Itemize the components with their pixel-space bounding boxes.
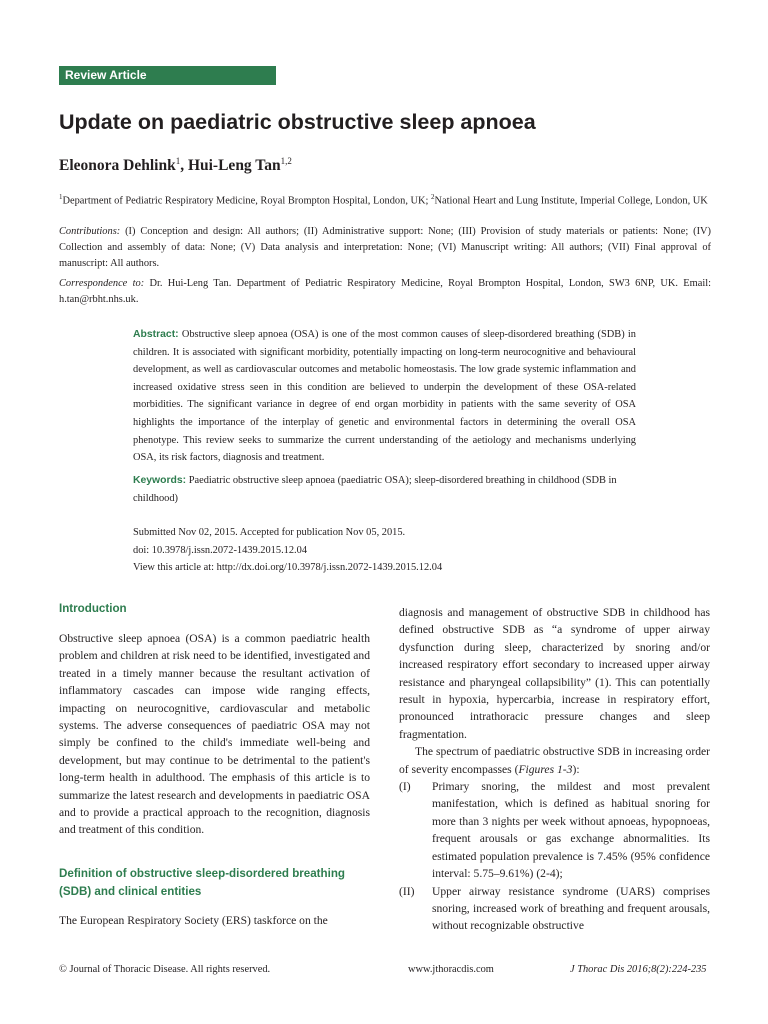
correspondence	[59, 276, 711, 308]
affiliation-marker: 2	[431, 193, 435, 201]
author-name: Hui-Leng Tan	[187, 157, 281, 175]
keywords-label: Keywords:	[133, 475, 187, 486]
submission-dates: Submitted Nov 02, 2015. Accepted for publication Nov 05, 2015.	[133, 527, 406, 538]
keywords	[133, 472, 636, 507]
author-list	[59, 156, 292, 175]
author-separator: ,	[180, 157, 188, 175]
list-number: (II)	[399, 884, 415, 898]
affiliations	[59, 190, 711, 209]
footer-citation: J Thorac Dis 2016;8(2):224-235	[570, 964, 707, 975]
doi: doi: 10.3978/j.issn.2072-1439.2015.12.04	[133, 544, 308, 556]
paragraph: The European Respiratory Society (ERS) taskforce on the	[59, 913, 328, 927]
submission-info	[133, 524, 636, 577]
affiliation-text: Department of Pediatric Respiratory Medicine, Royal Brompton Hospital, London, UK;	[62, 195, 432, 207]
section-heading: Definition of obstructive sleep-disordered breathing (SDB) and clinical entities	[59, 866, 346, 898]
list-text: Primary snoring, the mildest and most prevalent manifestation, which is defined as habitual snoring for more than 3 nights per week without apnoeas, hypopnoeas, frequent arousals or gas exchange abnormalities. Its estimated population prevalence is 7.45% (95% confidence interval: 5.75–9.61%) (2-4);	[432, 780, 710, 881]
article-title: Update on paediatric obstructive sleep apnoea	[59, 110, 536, 134]
list-item	[399, 883, 710, 935]
correspondence-label: Correspondence to:	[59, 278, 145, 289]
paragraph-text: The spectrum of paediatric obstructive SDB in increasing order of severity encompasses (	[399, 745, 710, 776]
footer-copyright: © Journal of Thoracic Disease. All rights reserved.	[59, 964, 271, 975]
list-number: (I)	[399, 780, 411, 794]
list-text: Upper airway resistance syndrome (UARS) comprises snoring, increased work of breathing and frequent arousals, without recognizable obstructive	[432, 884, 710, 933]
paragraph: diagnosis and management of obstructive SDB in childhood has defined obstructive SDB as “a syndrome of upper airway dysfunction during sleep, characterized by snoring and/or increased respiratory effort secondary to increased upper airway resistance and pharyngeal collapsibility” (1). This can potentially result in hypoxia, hypercarbia, increase in respiratory effort, pronounced intrathoracic pressure changes and sleep fragmentation.	[399, 606, 710, 741]
right-column	[399, 604, 710, 935]
paragraph	[399, 743, 710, 778]
abstract	[133, 326, 636, 467]
figure-reference[interactable]: Figures 1-3	[518, 762, 573, 776]
article-type-label: Review Article	[65, 68, 147, 82]
article-link[interactable]: View this article at: http://dx.doi.org/10.3978/j.issn.2072-1439.2015.12.04	[133, 562, 443, 574]
list-item	[399, 778, 710, 882]
affiliation-text: National Heart and Lung Institute, Imperial College, London, UK	[434, 195, 708, 207]
paragraph: Obstructive sleep apnoea (OSA) is a common paediatric health problem and children at risk need to be identified, investigated and treated in a timely manner because the resultant activation of inflammatory cascades can impose wide ranging effects, impacting on neurocognitive, cardiovascular and metabolic systems. The adverse consequences of paediatric OSA may not simply be confined to the child's immediate well-being and development, but may continue to be detrimental to the patient's long-term health in adulthood. The emphasis of this article is to summarize the latest research and developments in paediatric OSA and to provide a practical approach to the recognition, diagnosis and treatment of this condition.	[59, 632, 370, 837]
affiliation-marker: 1	[59, 193, 63, 201]
correspondence-text: Dr. Hui-Leng Tan. Department of Pediatric Respiratory Medicine, Royal Brompton Hospital, London, SW3 6NP, UK. Email: h.tan@rbht.nhs.uk.	[59, 278, 711, 305]
footer-url[interactable]: www.jthoracdis.com	[408, 964, 494, 975]
contributions	[59, 224, 711, 271]
paragraph-text: ):	[572, 762, 580, 776]
contributions-label: Contributions:	[59, 226, 121, 237]
abstract-text: Obstructive sleep apnoea (OSA) is one of the most common causes of sleep-disordered breathing (SDB) in children. It is associated with significant morbidity, potentially impacting on long-term neurocognitive and behavioural development, as well as cardiovascular outcomes and metabolic homeostasis. The low grade systemic inflammation and increased oxidative stress seen in this condition are believed to underpin the development of these OSA-related morbidities. The significant variance in degree of end organ morbidity in patients with the same severity of OSA highlights the importance of the interplay of genetic and environmental factors in determining the overall OSA phenotype. This review seeks to summarize the current understanding of the aetiology and mechanisms underlying OSA, its risk factors, diagnosis and treatment.	[133, 329, 636, 464]
author-name: Eleonora Dehlink	[59, 157, 176, 175]
left-column	[59, 600, 370, 929]
author-affiliation-marker: 1	[175, 156, 181, 166]
article-type-banner	[59, 66, 276, 85]
abstract-label: Abstract:	[133, 329, 179, 340]
author-affiliation-marker: 1,2	[280, 156, 292, 166]
contributions-text: (I) Conception and design: All authors; (II) Administrative support: None; (III) Provision of study materials or patients: None; (IV) Collection and assembly of data: None; (V) Data analysis and interpretation: None; (VI) Manuscript writing: All authors; (VII) Final approval of manuscript: All authors.	[59, 226, 711, 269]
keywords-text: Paediatric obstructive sleep apnoea (paediatric OSA); sleep-disordered breathing in childhood (SDB in childhood)	[133, 475, 617, 504]
section-heading: Introduction	[59, 602, 127, 615]
